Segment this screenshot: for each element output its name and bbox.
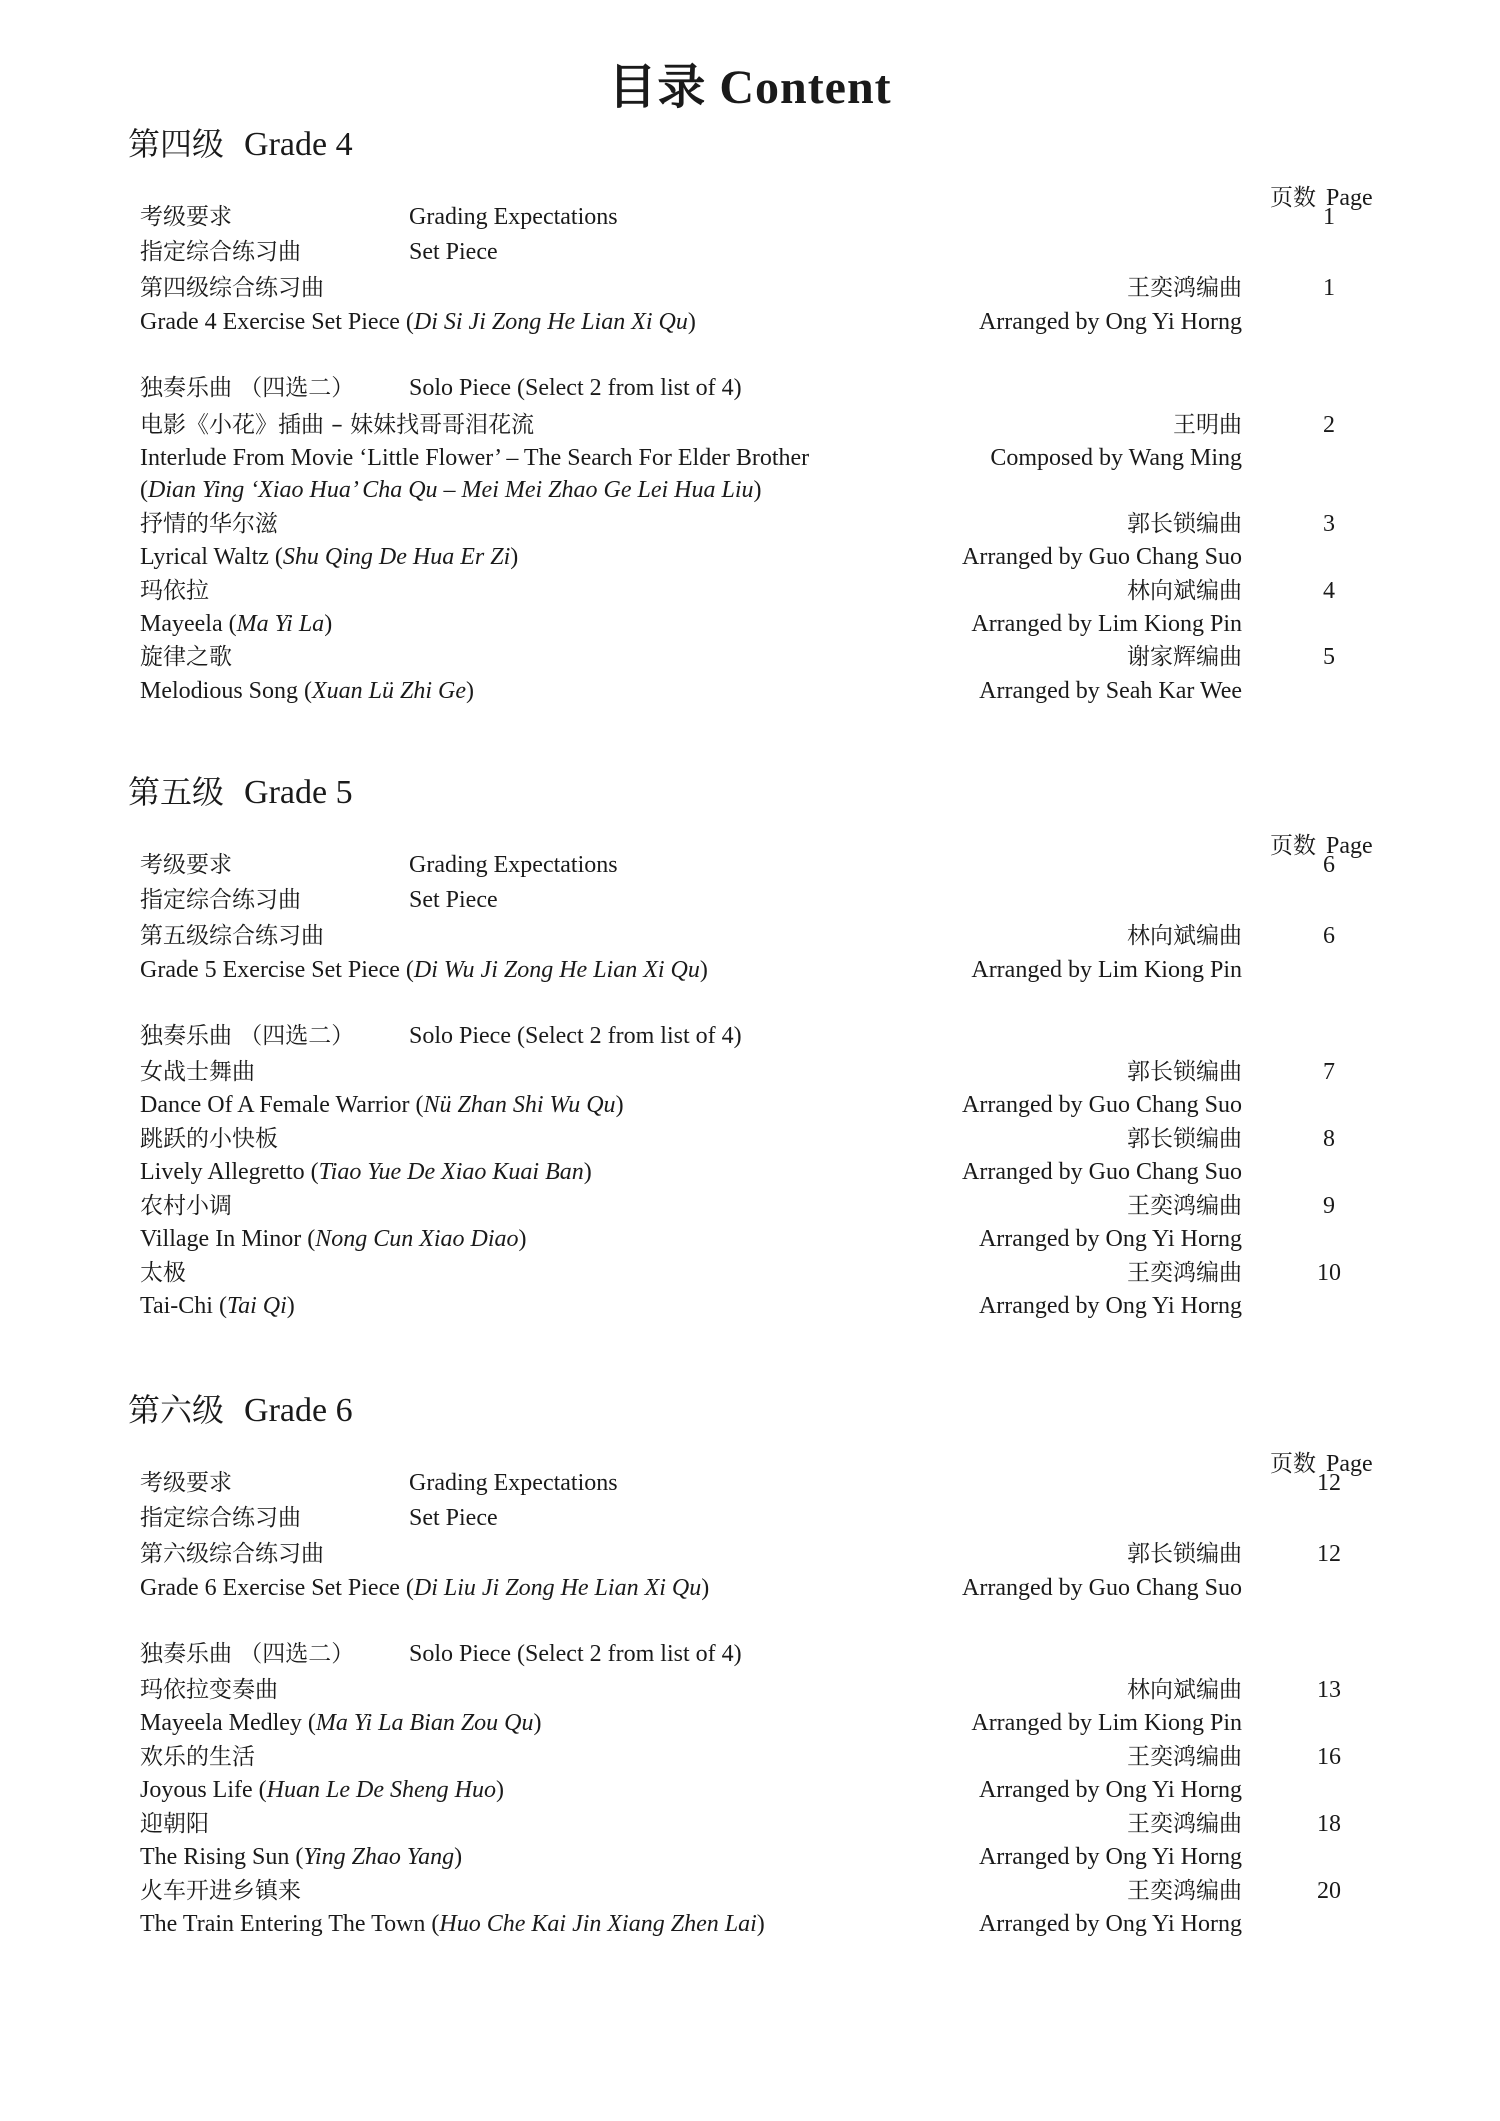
page-header-en: Page — [1326, 833, 1373, 859]
piece-composer-en: Arranged by Guo Chang Suo — [962, 544, 1242, 570]
piece-composer-cn: 王奕鸿编曲 — [1127, 1193, 1242, 1219]
exercise-composer-cn: 林向斌编曲 — [1127, 923, 1242, 949]
piece-pinyin: Ma Yi La — [236, 611, 325, 637]
page-header-cn: 页数 — [1270, 1451, 1316, 1477]
piece-composer-cn: 谢家辉编曲 — [1127, 644, 1242, 670]
solo-cn: 独奏乐曲 （四选二） — [140, 1641, 355, 1667]
grade-heading-cn: 第四级 — [128, 125, 225, 163]
piece-composer-cn: 郭长锁编曲 — [1127, 1059, 1242, 1085]
piece-pinyin: Tai Qi — [226, 1293, 287, 1319]
paren-close: ) — [701, 1575, 710, 1601]
exercise-pinyin: Di Wu Ji Zong He Lian Xi Qu — [413, 957, 700, 983]
grade-heading-cn: 第五级 — [128, 773, 225, 811]
set-piece-cn: 指定综合练习曲 — [140, 1505, 301, 1531]
piece-en-row — [0, 540, 1500, 574]
piece-cn-row — [0, 1807, 1500, 1841]
piece-cn-row — [0, 1256, 1500, 1290]
set-piece-row — [0, 883, 1500, 917]
set-piece-cn: 指定综合练习曲 — [140, 887, 301, 913]
piece-title-text: Lyrical Waltz ( — [140, 544, 283, 570]
piece-composer-en: Arranged by Lim Kiong Pin — [971, 1710, 1242, 1736]
piece-title-text: Dance Of A Female Warrior ( — [140, 1092, 424, 1118]
piece-cn-row — [0, 1122, 1500, 1156]
piece-composer-en: Arranged by Ong Yi Horng — [978, 1911, 1242, 1937]
piece-title-cn: 旋律之歌 — [140, 644, 232, 670]
solo-row — [0, 1019, 1500, 1053]
piece-title-en — [140, 1289, 295, 1323]
exercise-cn: 第四级综合练习曲 — [140, 275, 324, 301]
exercise-en — [140, 1571, 709, 1605]
piece-title-en — [140, 1773, 504, 1807]
page-number: 3 — [1323, 511, 1335, 537]
grade-heading — [128, 770, 353, 815]
paren-close: ) — [286, 1293, 295, 1319]
expectations-cn: 考级要求 — [140, 852, 232, 878]
exercise-cn: 第五级综合练习曲 — [140, 923, 324, 949]
piece-pinyin: Nong Cun Xiao Diao — [315, 1226, 519, 1252]
page-number: 16 — [1317, 1744, 1341, 1770]
solo-cn: 独奏乐曲 （四选二） — [140, 375, 355, 401]
exercise-composer-cn: 郭长锁编曲 — [1127, 1541, 1242, 1567]
piece-title-en — [140, 1088, 624, 1122]
piece-en-row — [0, 1706, 1500, 1740]
piece-title-cn: 欢乐的生活 — [140, 1744, 255, 1770]
piece-composer-en: Arranged by Ong Yi Horng — [978, 1226, 1242, 1252]
page-number: 5 — [1323, 644, 1335, 670]
piece-title-text: Tai-Chi ( — [140, 1293, 227, 1319]
page-number: 10 — [1317, 1260, 1341, 1286]
piece-cn-row — [0, 408, 1500, 442]
exercise-cn: 第六级综合练习曲 — [140, 1541, 324, 1567]
piece-en-row — [0, 1155, 1500, 1189]
exercise-composer-en: Arranged by Ong Yi Horng — [978, 309, 1242, 335]
expectations-en: Grading Expectations — [409, 852, 618, 878]
paren-close: ) — [324, 611, 333, 637]
set-piece-en: Set Piece — [409, 239, 498, 265]
piece-cn-row — [0, 574, 1500, 608]
piece-en-row — [0, 1907, 1500, 1941]
piece-title-en — [140, 607, 332, 641]
grade-heading-en: Grade 4 — [244, 126, 353, 163]
page-number: 8 — [1323, 1126, 1335, 1152]
set-piece-en: Set Piece — [409, 1505, 498, 1531]
page-number: 12 — [1317, 1541, 1341, 1567]
piece-composer-en: Arranged by Ong Yi Horng — [978, 1844, 1242, 1870]
page-number: 1 — [1323, 275, 1335, 301]
exercise-pinyin: Di Liu Ji Zong He Lian Xi Qu — [413, 1575, 702, 1601]
exercise-title-en: Grade 5 Exercise Set Piece ( — [140, 957, 414, 983]
piece-title-cn: 电影《小花》插曲 – 妹妹找哥哥泪花流 — [140, 412, 535, 438]
grade-heading-en: Grade 5 — [244, 774, 353, 811]
piece-pinyin: Nü Zhan Shi Wu Qu — [423, 1092, 616, 1118]
exercise-title-en: Grade 6 Exercise Set Piece ( — [140, 1575, 414, 1601]
page-number: 9 — [1323, 1193, 1335, 1219]
grade-heading — [128, 122, 353, 167]
grade-heading-cn: 第六级 — [128, 1391, 225, 1429]
paren-close: ) — [518, 1226, 527, 1252]
piece-title-en — [140, 1222, 527, 1256]
piece-composer-cn: 郭长锁编曲 — [1127, 1126, 1242, 1152]
piece-title-en — [140, 1840, 462, 1874]
piece-composer-cn: 王奕鸿编曲 — [1127, 1744, 1242, 1770]
piece-composer-cn: 林向斌编曲 — [1127, 578, 1242, 604]
piece-composer-en: Arranged by Seah Kar Wee — [979, 678, 1242, 704]
piece-title-cn: 迎朝阳 — [140, 1811, 209, 1837]
paren-close: ) — [466, 678, 475, 704]
paren-close: ) — [510, 544, 519, 570]
piece-title-en: Interlude From Movie ‘Little Flower’ – The Search For Elder Brother — [140, 445, 810, 471]
piece-en-row — [0, 1289, 1500, 1323]
solo-en: Solo Piece (Select 2 from list of 4) — [409, 1023, 742, 1049]
piece-composer-cn: 林向斌编曲 — [1127, 1677, 1242, 1703]
page-number: 1 — [1323, 204, 1335, 230]
expectations-row — [0, 1466, 1500, 1500]
piece-cn-row — [0, 1673, 1500, 1707]
piece-title-text: Mayeela Medley ( — [140, 1710, 316, 1736]
piece-composer-cn: 王奕鸿编曲 — [1127, 1811, 1242, 1837]
piece-en-row — [0, 674, 1500, 708]
piece-title-en — [140, 1907, 765, 1941]
piece-composer-en: Arranged by Guo Chang Suo — [962, 1092, 1242, 1118]
paren-open: ( — [140, 477, 148, 503]
piece-en-row — [0, 441, 1500, 475]
set-piece-en: Set Piece — [409, 887, 498, 913]
page-number: 7 — [1323, 1059, 1335, 1085]
piece-composer-cn: 王奕鸿编曲 — [1127, 1260, 1242, 1286]
piece-pinyin: Dian Ying ‘Xiao Hua’ Cha Qu – Mei Mei Zhao Ge Lei Hua Liu — [148, 477, 754, 503]
expectations-cn: 考级要求 — [140, 204, 232, 230]
exercise-composer-en: Arranged by Guo Chang Suo — [962, 1575, 1242, 1601]
piece-composer-en: Arranged by Ong Yi Horng — [978, 1777, 1242, 1803]
set-piece-row — [0, 235, 1500, 269]
piece-title-text: Mayeela ( — [140, 611, 237, 637]
page-title: 目录 Content — [608, 61, 892, 114]
expectations-row — [0, 848, 1500, 882]
paren-close: ) — [495, 1777, 504, 1803]
piece-title-text: Lively Allegretto ( — [140, 1159, 319, 1185]
solo-en: Solo Piece (Select 2 from list of 4) — [409, 1641, 742, 1667]
exercise-en — [140, 305, 696, 339]
piece-composer-cn: 王奕鸿编曲 — [1127, 1878, 1242, 1904]
page-header-cn: 页数 — [1270, 833, 1316, 859]
page-number: 6 — [1323, 923, 1335, 949]
grade-heading — [128, 1388, 353, 1433]
exercise-cn-row — [0, 271, 1500, 305]
piece-pinyin: Ying Zhao Yang — [303, 1844, 455, 1870]
expectations-en: Grading Expectations — [409, 204, 618, 230]
piece-title-en — [140, 1706, 542, 1740]
piece-title-cn: 农村小调 — [140, 1193, 232, 1219]
piece-composer-en: Arranged by Ong Yi Horng — [978, 1293, 1242, 1319]
piece-title-cn: 玛依拉 — [140, 578, 209, 604]
piece-pinyin: Shu Qing De Hua Er Zi — [282, 544, 511, 570]
piece-en-row — [0, 1088, 1500, 1122]
exercise-title-en: Grade 4 Exercise Set Piece ( — [140, 309, 414, 335]
grade-heading-en: Grade 6 — [244, 1392, 353, 1429]
piece-title-en — [140, 1155, 592, 1189]
piece-title-cn: 抒情的华尔滋 — [140, 511, 278, 537]
piece-cn-row — [0, 1874, 1500, 1908]
paren-close: ) — [687, 309, 696, 335]
expectations-en: Grading Expectations — [409, 1470, 618, 1496]
piece-title-en — [140, 540, 518, 574]
set-piece-row — [0, 1501, 1500, 1535]
expectations-row — [0, 200, 1500, 234]
exercise-composer-en: Arranged by Lim Kiong Pin — [971, 957, 1242, 983]
page-number: 20 — [1317, 1878, 1341, 1904]
piece-pinyin: Tiao Yue De Xiao Kuai Ban — [318, 1159, 584, 1185]
exercise-en-row — [0, 953, 1500, 987]
solo-row — [0, 1637, 1500, 1671]
piece-cn-row — [0, 507, 1500, 541]
exercise-en — [140, 953, 708, 987]
page-header-en: Page — [1326, 185, 1373, 211]
exercise-pinyin: Di Si Ji Zong He Lian Xi Qu — [413, 309, 688, 335]
piece-composer-en: Arranged by Guo Chang Suo — [962, 1159, 1242, 1185]
piece-composer-cn: 王明曲 — [1173, 412, 1242, 438]
exercise-cn-row — [0, 919, 1500, 953]
piece-title-cn: 火车开进乡镇来 — [140, 1878, 301, 1904]
piece-composer-cn: 郭长锁编曲 — [1127, 511, 1242, 537]
exercise-en-row — [0, 1571, 1500, 1605]
piece-title-text: Joyous Life ( — [140, 1777, 267, 1803]
piece-pinyin: Huo Che Kai Jin Xiang Zhen Lai — [439, 1911, 757, 1937]
piece-en-row — [0, 607, 1500, 641]
piece-en-row — [0, 1840, 1500, 1874]
set-piece-cn: 指定综合练习曲 — [140, 239, 301, 265]
piece-pinyin-line — [140, 473, 762, 507]
page-number: 12 — [1317, 1470, 1341, 1496]
expectations-cn: 考级要求 — [140, 1470, 232, 1496]
piece-composer-en: Arranged by Lim Kiong Pin — [971, 611, 1242, 637]
piece-title-cn: 跳跃的小快板 — [140, 1126, 278, 1152]
page-number: 18 — [1317, 1811, 1341, 1837]
piece-title-cn: 女战士舞曲 — [140, 1059, 255, 1085]
solo-row — [0, 371, 1500, 405]
piece-en-row — [0, 1222, 1500, 1256]
page-header-en: Page — [1326, 1451, 1373, 1477]
page-number: 2 — [1323, 412, 1335, 438]
piece-cn-row — [0, 1189, 1500, 1223]
page-number: 6 — [1323, 852, 1335, 878]
solo-cn: 独奏乐曲 （四选二） — [140, 1023, 355, 1049]
piece-title-text: The Rising Sun ( — [140, 1844, 304, 1870]
paren-close: ) — [756, 1911, 765, 1937]
piece-pinyin: Huan Le De Sheng Huo — [266, 1777, 496, 1803]
piece-title-text: The Train Entering The Town ( — [140, 1911, 440, 1937]
paren-close: ) — [454, 1844, 463, 1870]
paren-close: ) — [753, 477, 762, 503]
piece-title-en — [140, 674, 474, 708]
page-header-cn: 页数 — [1270, 185, 1316, 211]
piece-cn-row — [0, 1055, 1500, 1089]
page-number: 13 — [1317, 1677, 1341, 1703]
piece-en-row — [0, 1773, 1500, 1807]
piece-pinyin: Ma Yi La Bian Zou Qu — [315, 1710, 534, 1736]
page-number: 4 — [1323, 578, 1335, 604]
exercise-en-row — [0, 305, 1500, 339]
piece-title-text: Melodious Song ( — [140, 678, 313, 704]
piece-title-text: Village In Minor ( — [140, 1226, 316, 1252]
piece-title-cn: 太极 — [140, 1260, 186, 1286]
solo-en: Solo Piece (Select 2 from list of 4) — [409, 375, 742, 401]
paren-close: ) — [615, 1092, 624, 1118]
paren-close: ) — [533, 1710, 542, 1736]
piece-cn-row — [0, 640, 1500, 674]
piece-title-cn: 玛依拉变奏曲 — [140, 1677, 278, 1703]
piece-composer-en: Composed by Wang Ming — [990, 445, 1242, 471]
piece-cn-row — [0, 1740, 1500, 1774]
paren-close: ) — [583, 1159, 592, 1185]
piece-pinyin: Xuan Lü Zhi Ge — [312, 678, 467, 704]
exercise-composer-cn: 王奕鸿编曲 — [1127, 275, 1242, 301]
piece-pinyin-row — [0, 473, 1500, 507]
exercise-cn-row — [0, 1537, 1500, 1571]
paren-close: ) — [699, 957, 708, 983]
